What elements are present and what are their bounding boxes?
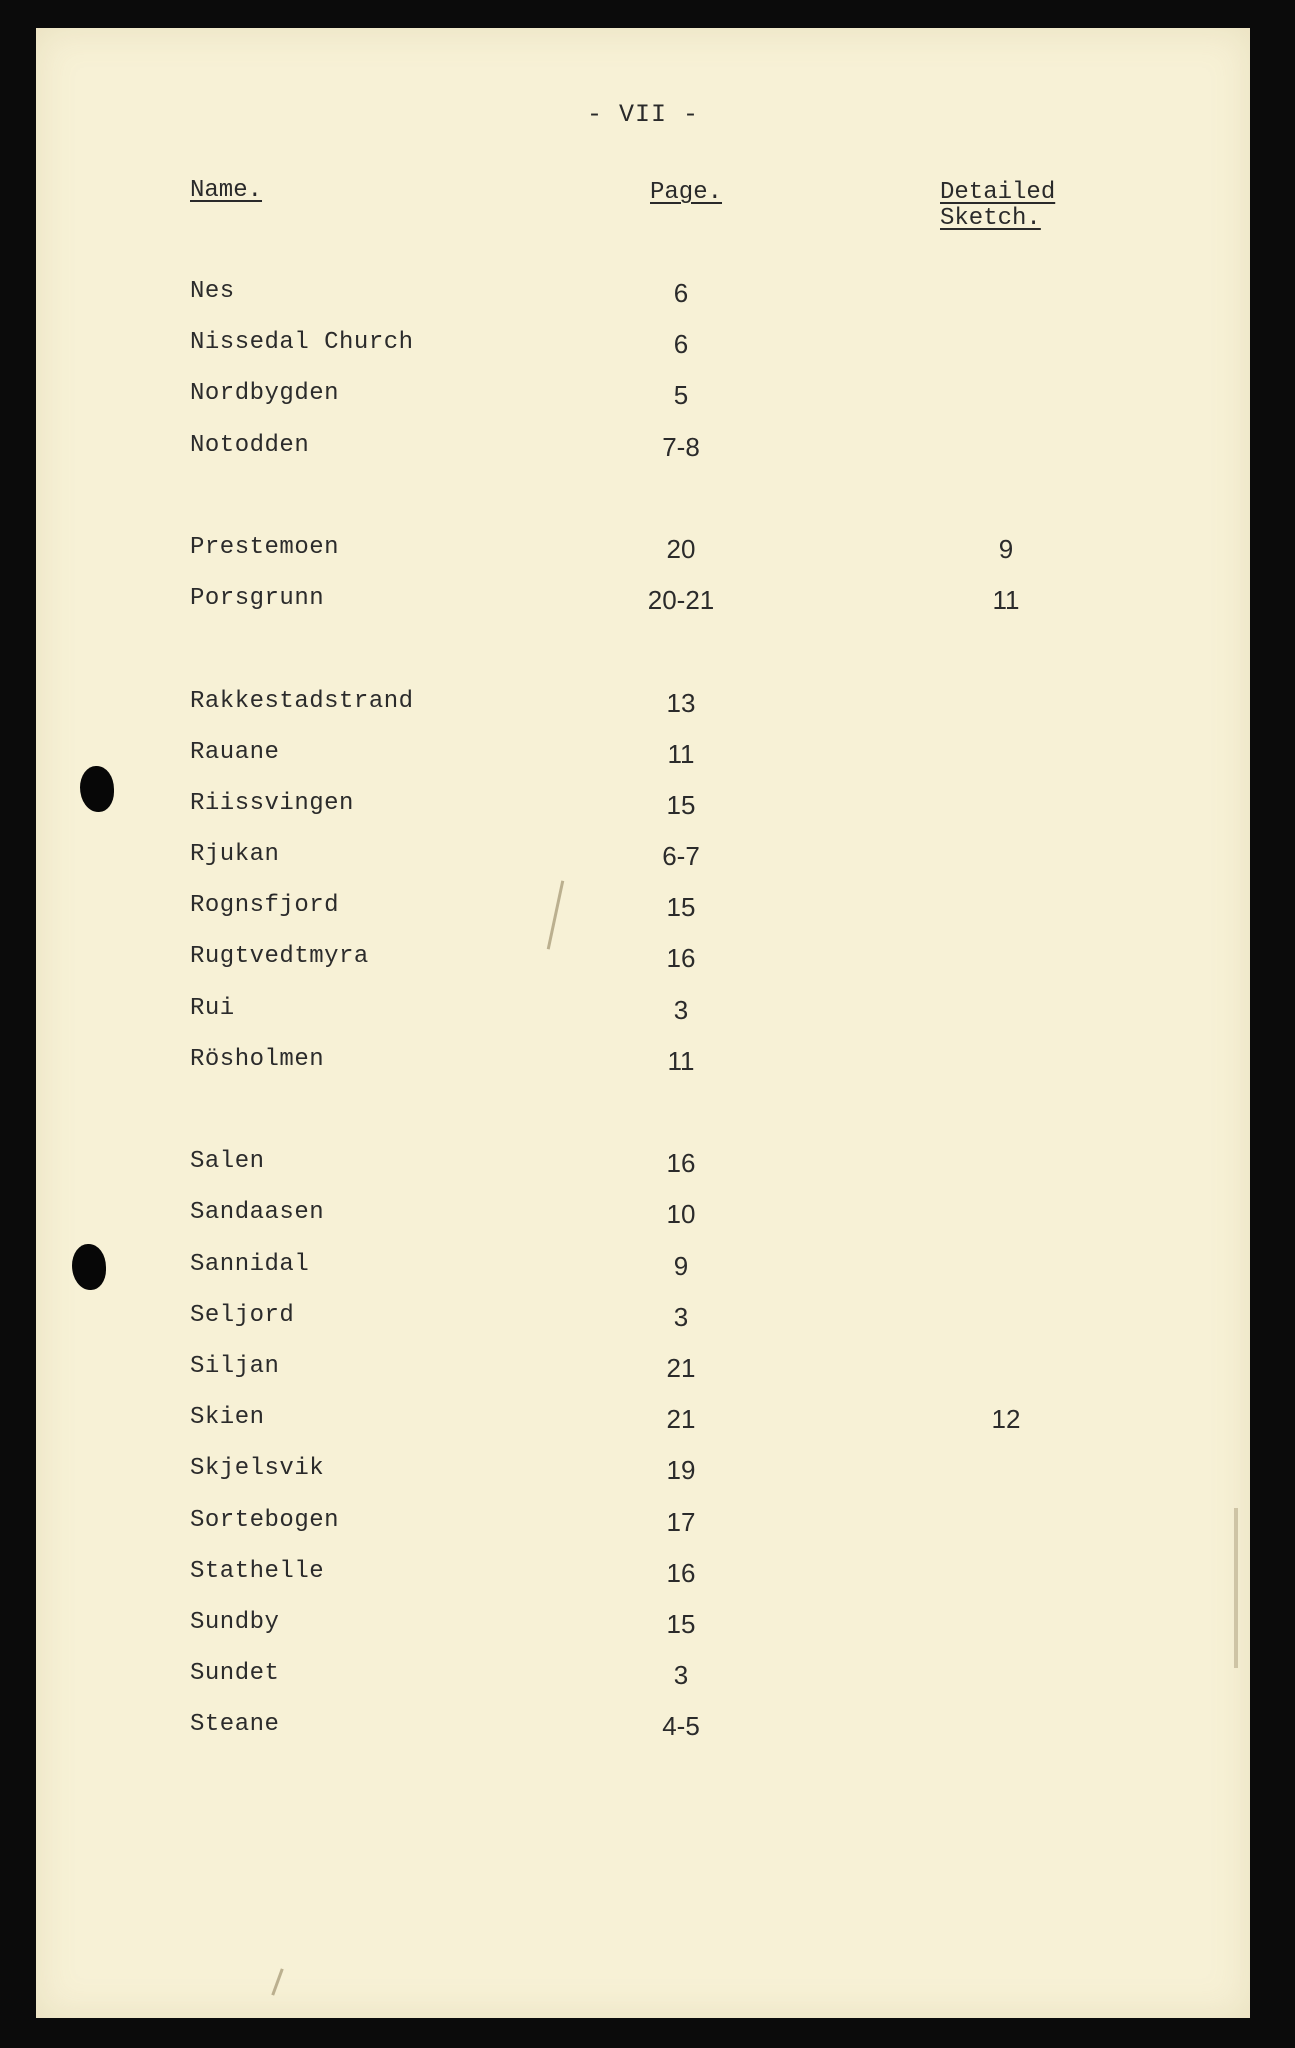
index-entry [36, 892, 1250, 943]
entry-page: 20-21 [647, 585, 715, 616]
entry-name: Rui [190, 994, 235, 1022]
index-entry [36, 380, 1250, 431]
entry-page: 15 [666, 789, 696, 820]
entry-page: 16 [666, 943, 696, 974]
entry-page: 6 [673, 278, 689, 308]
entry-page: 13 [666, 687, 696, 718]
entry-sketch: 9 [998, 533, 1014, 564]
index-entry [36, 790, 1250, 841]
entry-page: 16 [666, 1148, 696, 1179]
entry-name: Sannidal [190, 1250, 310, 1278]
column-header-name: Name. [190, 177, 263, 204]
entry-page: 20 [666, 533, 696, 564]
entry-name: Skjelsvik [190, 1455, 325, 1483]
entry-page: 11 [667, 738, 695, 769]
entry-page: 3 [673, 1660, 689, 1691]
column-header-detailed-sketch [940, 180, 1080, 232]
entry-name: Salen [190, 1148, 265, 1176]
entry-name: Riissvingen [190, 789, 354, 817]
index-entry [36, 739, 1250, 790]
index-entry [36, 1711, 1250, 1762]
entry-page: 17 [666, 1506, 696, 1537]
entry-name: Rjukan [190, 841, 280, 869]
entry-name: Sundet [190, 1660, 280, 1688]
column-header-sketch-line1: Detailed [940, 179, 1056, 206]
index-entry [36, 432, 1250, 483]
index-entry [36, 1302, 1250, 1353]
entry-page: 15 [666, 1608, 696, 1639]
document-page [36, 28, 1250, 2018]
entry-page: 6-7 [662, 841, 700, 872]
entry-name: Nordbygden [190, 380, 340, 408]
entry-page: 3 [673, 1301, 689, 1332]
entry-name: Porsgrunn [190, 585, 325, 613]
entry-page: 21 [666, 1352, 696, 1383]
entry-name: Rauane [190, 738, 280, 766]
entry-name: Seljord [190, 1301, 295, 1329]
entry-page: 19 [666, 1455, 696, 1486]
entry-name: Sortebogen [190, 1506, 340, 1534]
index-entry [36, 1404, 1250, 1455]
index-entry [36, 1507, 1250, 1558]
entry-sketch: 11 [992, 585, 1020, 616]
entry-name: Rösholmen [190, 1045, 325, 1073]
entry-name: Stathelle [190, 1557, 325, 1585]
index-entry [36, 943, 1250, 994]
index-entry [36, 585, 1250, 636]
entry-page: 21 [666, 1404, 696, 1435]
punch-hole [80, 766, 114, 812]
entry-name: Steane [190, 1711, 280, 1739]
punch-hole [72, 1244, 106, 1290]
entry-page: 6 [673, 329, 689, 360]
entry-page: 11 [667, 1045, 695, 1076]
entry-name: Rakkestadstrand [190, 687, 414, 715]
scan-mark [271, 1968, 283, 1995]
entry-sketch: 12 [991, 1404, 1021, 1435]
entry-page: 10 [666, 1199, 696, 1230]
page-number: - VII - [586, 100, 700, 129]
index-entry [36, 329, 1250, 380]
index-entry [36, 1609, 1250, 1660]
entry-name: Skien [190, 1404, 265, 1432]
entry-name: Nissedal Church [190, 329, 414, 357]
index-entry [36, 1353, 1250, 1404]
entry-page: 16 [666, 1557, 696, 1588]
index-entry [36, 1455, 1250, 1506]
index-entry [36, 688, 1250, 739]
index-entry [36, 995, 1250, 1046]
entry-name: Prestemoen [190, 533, 340, 561]
index-entry [36, 841, 1250, 892]
index-entry [36, 1046, 1250, 1097]
entry-name: Rognsfjord [190, 892, 340, 920]
entry-name: Sundby [190, 1608, 280, 1636]
index-entry [36, 1199, 1250, 1250]
scan-mark [1234, 1508, 1238, 1668]
index-entry [36, 1148, 1250, 1199]
entry-page: 3 [673, 994, 689, 1025]
entry-name: Siljan [190, 1352, 280, 1380]
entry-name: Sandaasen [190, 1199, 325, 1227]
index-list [36, 278, 1250, 1762]
entry-page: 7-8 [662, 431, 700, 462]
entry-page: 9 [673, 1250, 689, 1281]
index-entry [36, 278, 1250, 329]
entry-page: 15 [666, 892, 696, 923]
entry-name: Notodden [190, 431, 310, 459]
entry-page: 5 [673, 380, 689, 411]
column-header-page: Page. [650, 179, 723, 206]
entry-name: Rugtvedtmyra [190, 943, 369, 971]
index-entry [36, 1558, 1250, 1609]
index-entry [36, 534, 1250, 585]
column-header-sketch-line2: Sketch. [940, 205, 1041, 232]
entry-name: Nes [190, 278, 235, 305]
index-entry [36, 1251, 1250, 1302]
entry-page: 4-5 [662, 1711, 700, 1742]
index-entry [36, 1660, 1250, 1711]
